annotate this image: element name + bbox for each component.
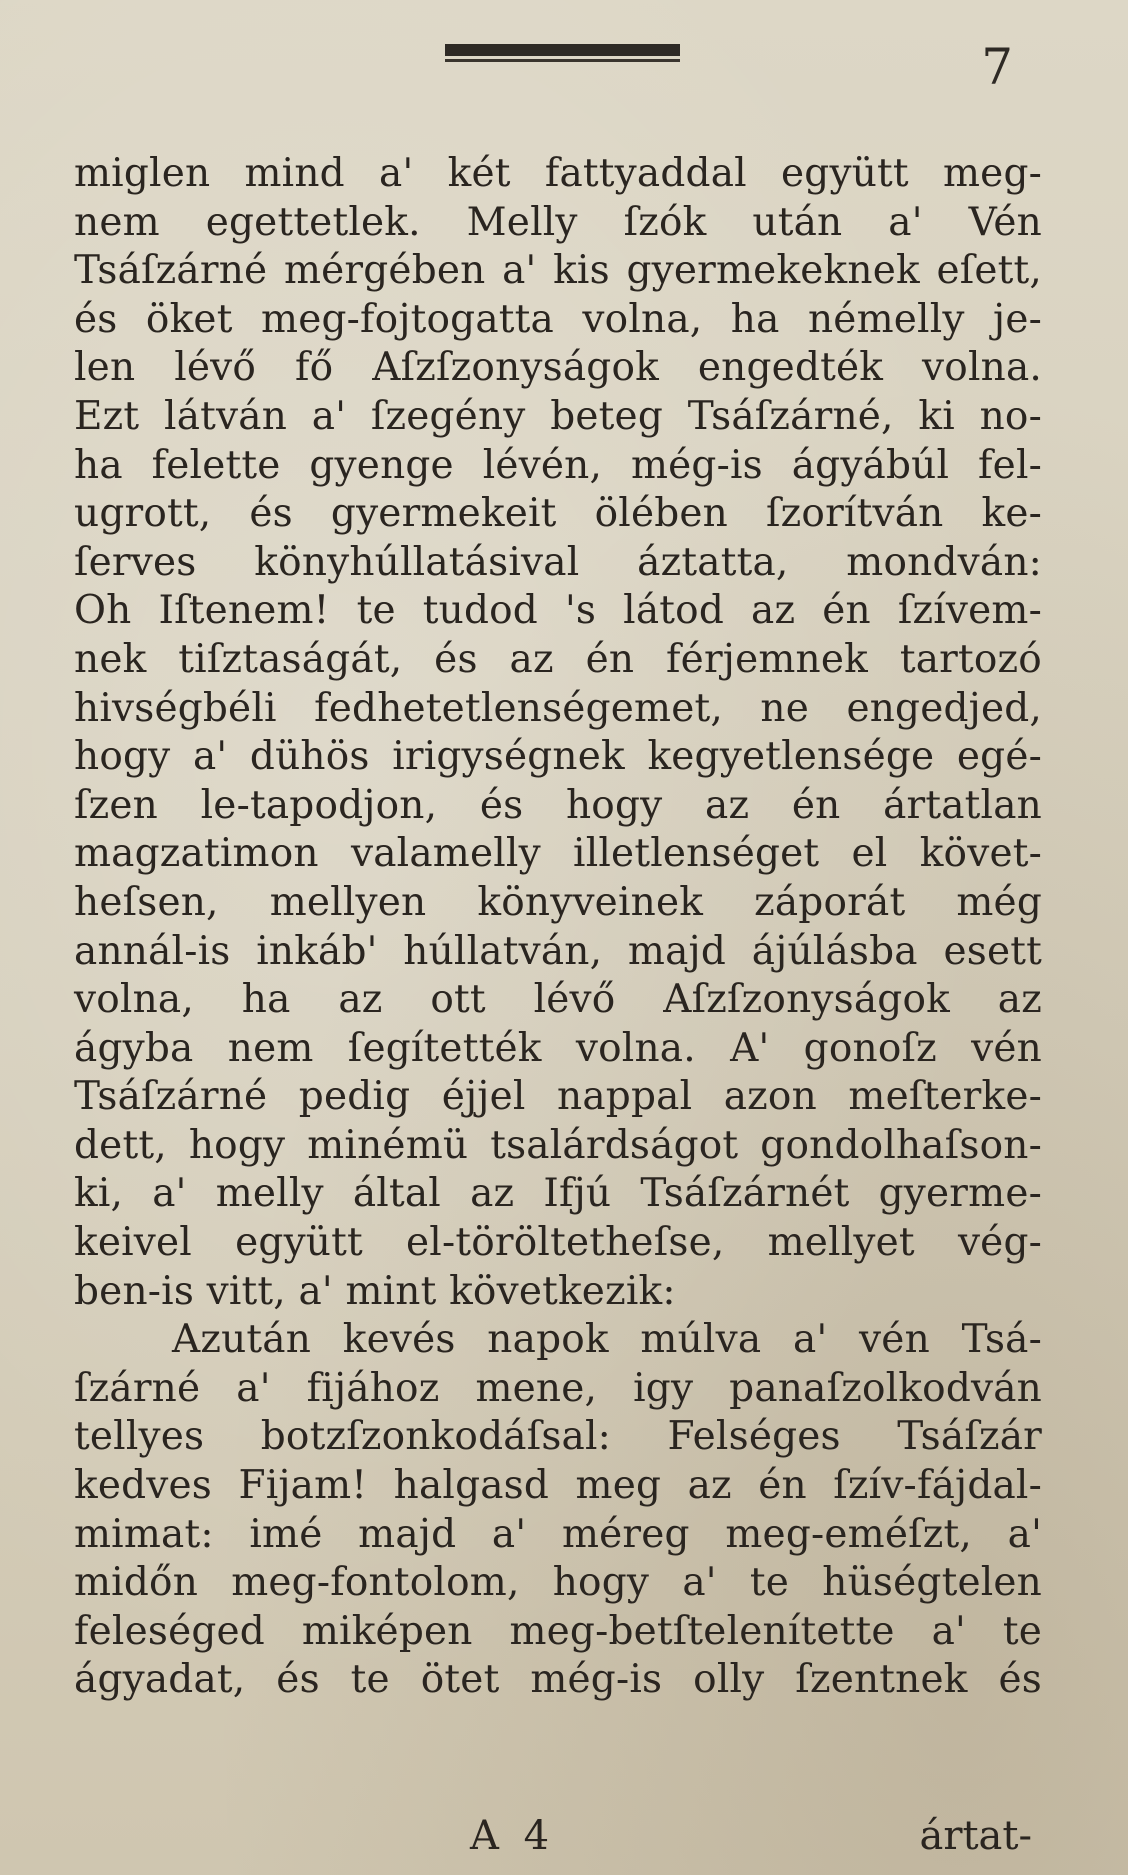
text-line: ki, a' melly által az Ifjú Tsáſzárnét gyerme- xyxy=(74,1171,1042,1217)
text-line: ſerves könyhúllatásival áztatta, mondván: xyxy=(74,539,1042,585)
text-line: Tsáſzárné pedig éjjel nappal azon meſterke- xyxy=(74,1074,1042,1120)
text-line: ben-is vitt, a' mint következik: xyxy=(74,1268,676,1314)
catchword: ártat- xyxy=(919,1813,1032,1859)
text-line: Oh Iſtenem! te tudod 's látod az én ſzívem- xyxy=(74,588,1042,634)
text-line: midőn meg-fontolom, hogy a' te hüségtelen xyxy=(74,1560,1042,1606)
text-line: len lévő fő Aſzſzonyságok engedték volna. xyxy=(74,345,1042,391)
text-line: és öket meg-fojtogatta volna, ha némelly je- xyxy=(74,296,1042,342)
text-line: nek tiſztaságát, és az én férjemnek tartozó xyxy=(74,636,1042,682)
text-line: ágyba nem ſegítették volna. A' gonoſz vén xyxy=(74,1025,1042,1071)
text-line: kedves Fijam! halgasd meg az én ſzív-fájdal- xyxy=(74,1463,1042,1509)
page-number: 7 xyxy=(981,38,1013,96)
signature-mark: A 4 xyxy=(470,1813,556,1859)
text-line: miglen mind a' két fattyaddal együtt meg- xyxy=(74,151,1042,196)
text-line: volna, ha az ott lévő Aſzſzonyságok az xyxy=(74,977,1042,1023)
text-line: hogy a' dühös irigységnek kegyetlensége egé- xyxy=(74,734,1042,780)
text-line: Azután kevés napok múlva a' vén Tsá- xyxy=(172,1317,1042,1363)
header-rule-thin xyxy=(445,59,680,62)
header-rule-thick xyxy=(445,44,680,56)
text-line: keivel együtt el-töröltetheſse, mellyet vég- xyxy=(74,1220,1042,1266)
text-line: tellyes botzſzonkodáſsal: Felséges Tsáſzár xyxy=(74,1414,1042,1460)
text-line: feleséged miképen meg-betſtelenítette a' te xyxy=(74,1608,1042,1654)
text-line: nem egettetlek. Melly ſzók után a' Vén xyxy=(74,199,1042,245)
text-line: Tsáſzárné mérgében a' kis gyermekeknek eſett, xyxy=(74,248,1042,294)
text-line: ha felette gyenge lévén, még-is ágyábúl fel- xyxy=(74,442,1042,488)
header-ornament-rule xyxy=(445,44,680,66)
text-line: ſzen le-tapodjon, és hogy az én ártatlan xyxy=(74,782,1042,828)
text-line: ágyadat, és te ötet még-is olly ſzentnek és xyxy=(74,1657,1042,1703)
text-line: Ezt látván a' ſzegény beteg Tsáſzárné, ki no- xyxy=(74,393,1042,439)
text-line: ugrott, és gyermekeit ölében ſzorítván ke- xyxy=(74,491,1042,537)
text-line: ſzárné a' fijához mene, igy panaſzolkodván xyxy=(74,1365,1042,1411)
text-line: annál-is inkáb' húllatván, majd ájúlásba esett xyxy=(74,928,1042,974)
text-line: dett, hogy minémü tsalárdságot gondolhaſson- xyxy=(74,1122,1042,1168)
text-line: hivségbéli fedhetetlenségemet, ne engedjed, xyxy=(74,685,1042,731)
text-line: mimat: imé majd a' méreg meg-eméſzt, a' xyxy=(74,1511,1042,1557)
text-line: magzatimon valamelly illetlenséget el követ- xyxy=(74,831,1042,877)
body-text xyxy=(74,150,1042,1705)
text-line: heſsen, mellyen könyveinek záporát még xyxy=(74,879,1042,925)
